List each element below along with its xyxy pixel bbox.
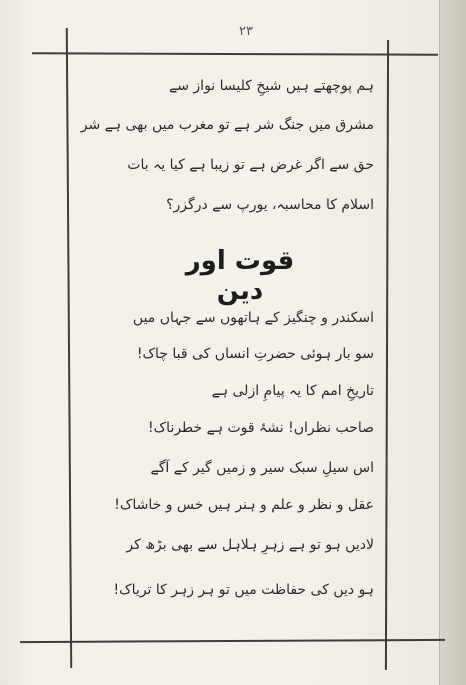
poem-line: ہم پوچھتے ہیں شیخِ کلیسا نواز سے xyxy=(169,78,374,94)
poem-line: حق سے اگر غرض ہے تو زیبا ہے کیا یہ بات xyxy=(127,157,374,173)
poem-line: تاریخِ امم کا یہ پیامِ ازلی ہے xyxy=(211,383,374,399)
page-number: ۲۳ xyxy=(239,24,253,39)
poem-line: مشرق میں جنگ شر ہے تو مغرب میں بھی ہے شر xyxy=(80,117,374,133)
poem-line: اس سیلِ سبک سیر و زمیں گیر کے آگے xyxy=(150,460,374,476)
poem-line: سو بار ہوئی حضرتِ انساں کی قبا چاک! xyxy=(136,346,374,362)
poem-line: اسلام کا محاسبہ، یورپ سے درگزر؟ xyxy=(166,197,374,213)
poem-line: ہو دیں کی حفاظت میں تو ہر زہر کا تریاک! xyxy=(113,582,374,598)
poem-line: عقل و نظر و علم و ہنر ہیں خس و خاشاک! xyxy=(114,497,374,513)
page-edge-shadow xyxy=(440,0,466,685)
poem-line: صاحب نظراں! نشۂ قوت ہے خطرناک! xyxy=(148,420,374,436)
poem-line: اسکندر و چنگیز کے ہاتھوں سے جہاں میں xyxy=(132,310,374,326)
page-edge-line xyxy=(439,0,440,685)
poem-title: قوت اور دین xyxy=(185,246,295,306)
poem-line: لادیں ہو تو ہے زہرِ ہلاہل سے بھی بڑھ کر xyxy=(126,537,374,553)
